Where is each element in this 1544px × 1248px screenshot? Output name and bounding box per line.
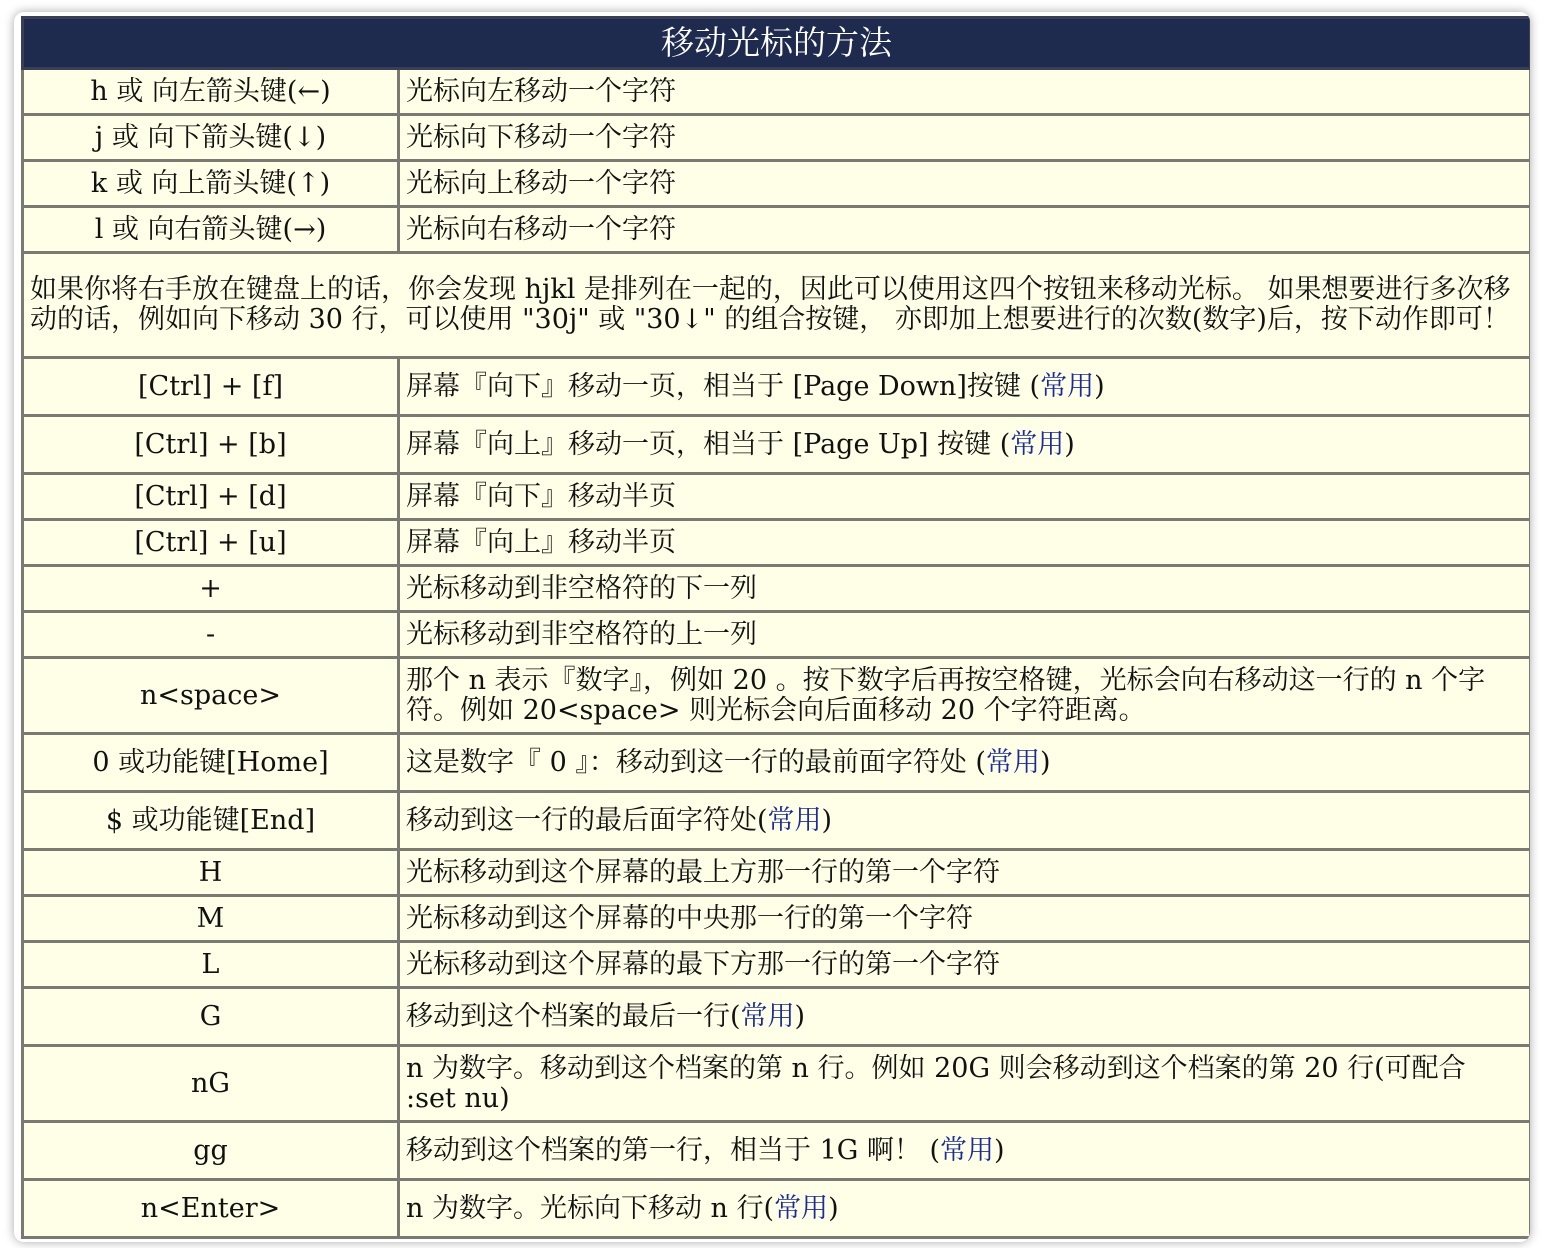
table-row [23,566,1531,612]
common-link[interactable]: 常用 [1040,370,1095,402]
desc-cell [399,358,1531,416]
table-row [23,1122,1531,1180]
key-cell: [Ctrl] + [b] [23,416,399,474]
desc-text: 屏幕『向上』移动一页，相当于 [Page Up] 按键 ( [406,428,1011,460]
desc-cell: 光标向下移动一个字符 [399,115,1531,161]
desc-close: ) [1094,370,1105,402]
key-cell: l 或 向右箭头键(→) [23,207,399,253]
desc-cell: 光标移动到这个屏幕的最下方那一行的第一个字符 [399,942,1531,988]
table-row [23,358,1531,416]
table-row [23,658,1531,734]
desc-close: ) [1064,428,1075,460]
desc-cell [399,1180,1531,1238]
desc-cell: 屏幕『向上』移动半页 [399,520,1531,566]
note-row [23,253,1531,358]
desc-text: 移动到这一行的最后面字符处( [406,804,768,836]
key-cell: k 或 向上箭头键(↑) [23,161,399,207]
table-row [23,734,1531,792]
key-cell: gg [23,1122,399,1180]
common-link[interactable]: 常用 [767,804,822,836]
table-row [23,416,1531,474]
table-row [23,988,1531,1046]
key-cell: G [23,988,399,1046]
key-cell: [Ctrl] + [f] [23,358,399,416]
note-text: 如果你将右手放在键盘上的话，你会发现 hjkl 是排列在一起的，因此可以使用这四个按钮来移动光标。 如果想要进行多次移动的话，例如向下移动 30 行，可以使用 "30j" 或 "30↓" 的组合按键， 亦即加上想要进行的次数(数字)后，按下动作即可！ [23,253,1531,358]
table-row [23,69,1531,115]
desc-close: ) [794,1000,806,1032]
common-link[interactable]: 常用 [985,746,1040,778]
desc-text: n 为数字。光标向下移动 n 行( [406,1192,775,1224]
key-cell: L [23,942,399,988]
key-cell: H [23,850,399,896]
common-link[interactable]: 常用 [1010,428,1065,460]
desc-text: 屏幕『向下』移动一页，相当于 [Page Down]按键 ( [406,370,1041,402]
table-row [23,1180,1531,1238]
desc-text: 移动到这个档案的最后一行( [406,1000,741,1032]
cursor-movement-table [21,16,1530,1239]
key-cell: M [23,896,399,942]
table-row [23,207,1531,253]
key-cell: j 或 向下箭头键(↓) [23,115,399,161]
desc-cell [399,734,1531,792]
desc-cell: n 为数字。移动到这个档案的第 n 行。例如 20G 则会移动到这个档案的第 20 行(可配合 :set nu) [399,1046,1531,1122]
table-row [23,1046,1531,1122]
desc-cell: 那个 n 表示『数字』，例如 20 。按下数字后再按空格键，光标会向右移动这一行的 n 个字符。例如 20<space> 则光标会向后面移动 20 个字符距离。 [399,658,1531,734]
common-link[interactable]: 常用 [740,1000,795,1032]
key-cell: [Ctrl] + [u] [23,520,399,566]
desc-cell [399,416,1531,474]
desc-cell: 光标向上移动一个字符 [399,161,1531,207]
desc-close: ) [828,1192,839,1224]
desc-cell: 光标向右移动一个字符 [399,207,1531,253]
desc-cell: 光标移动到这个屏幕的最上方那一行的第一个字符 [399,850,1531,896]
common-link[interactable]: 常用 [774,1192,829,1224]
key-cell: [Ctrl] + [d] [23,474,399,520]
table-header-row [23,18,1531,69]
table-row [23,474,1531,520]
table-row [23,792,1531,850]
desc-cell: 光标移动到非空格符的上一列 [399,612,1531,658]
desc-cell: 光标移动到这个屏幕的中央那一行的第一个字符 [399,896,1531,942]
key-cell: nG [23,1046,399,1122]
desc-cell: 光标向左移动一个字符 [399,69,1531,115]
table-row [23,896,1531,942]
desc-close: ) [994,1134,1005,1166]
table-row [23,612,1531,658]
desc-cell [399,988,1531,1046]
key-cell: + [23,566,399,612]
desc-close: ) [1039,746,1051,778]
table-row [23,161,1531,207]
desc-text: 移动到这个档案的第一行，相当于 1G 啊！ ( [406,1134,941,1166]
desc-cell: 光标移动到非空格符的下一列 [399,566,1531,612]
table-row [23,115,1531,161]
desc-cell: 屏幕『向下』移动半页 [399,474,1531,520]
desc-cell [399,1122,1531,1180]
table-row [23,942,1531,988]
table-title: 移动光标的方法 [23,18,1531,69]
table-row [23,850,1531,896]
table-row [23,520,1531,566]
desc-cell [399,792,1531,850]
desc-close: ) [821,804,833,836]
table-frame [14,12,1530,1242]
key-cell: n<Enter> [23,1180,399,1238]
key-cell: - [23,612,399,658]
key-cell: $ 或功能键[End] [23,792,399,850]
key-cell: 0 或功能键[Home] [23,734,399,792]
desc-text: 这是数字『 0 』：移动到这一行的最前面字符处 ( [406,746,986,778]
key-cell: n<space> [23,658,399,734]
key-cell: h 或 向左箭头键(←) [23,69,399,115]
common-link[interactable]: 常用 [940,1134,995,1166]
